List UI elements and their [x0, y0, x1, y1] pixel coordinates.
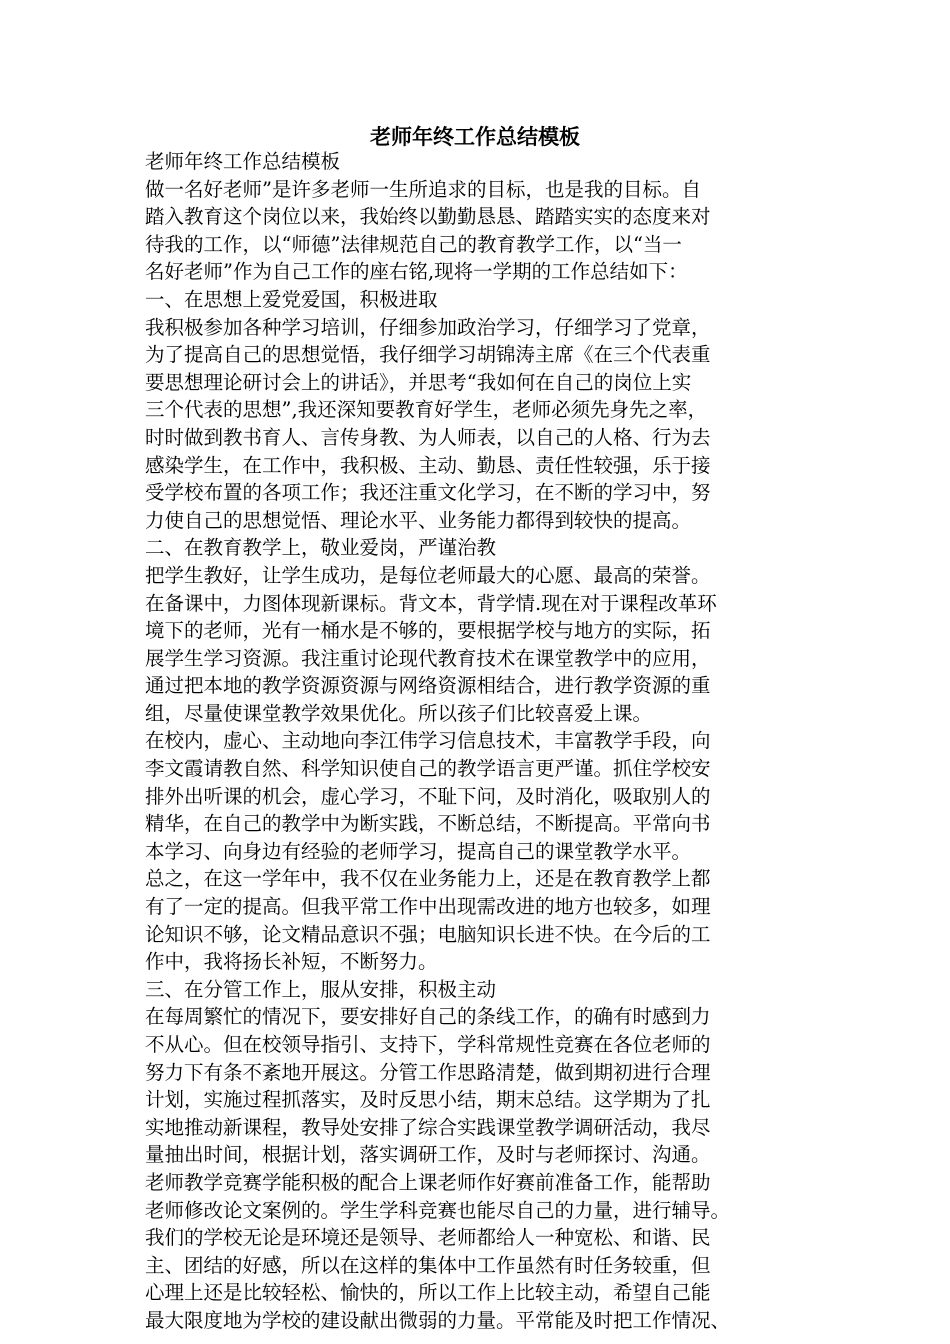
body-line: 感染学生，在工作中，我积极、主动、勤恳、责任性较强，乐于接 [145, 453, 711, 477]
body-line: 计划，实施过程抓落实，及时反思小结，期末总结。这学期为了扎 [145, 1088, 711, 1112]
body-line: 我们的学校无论是环境还是领导、老师都给人一种宽松、和谐、民 [145, 1226, 711, 1250]
body-line: 我积极参加各种学习培训，仔细参加政治学习，仔细学习了党章， [145, 315, 711, 339]
document-title: 老师年终工作总结模板 [370, 124, 580, 149]
body-line: 主、团结的好感，所以在这样的集体中工作虽然有时任务较重，但 [145, 1253, 711, 1277]
body-line: 展学生学习资源。我注重讨论现代教育技术在课堂教学中的应用， [145, 646, 711, 670]
body-line: 在备课中，力图体现新课标。背文本，背学情.现在对于课程改革环 [145, 591, 717, 615]
body-line: 要思想理论研讨会上的讲话》，并思考“我如何在自己的岗位上实 [145, 370, 692, 394]
body-line: 老师教学竞赛学能积极的配合上课老师作好赛前准备工作，能帮助 [145, 1170, 711, 1194]
document-body [145, 148, 817, 1335]
body-line: 在校内，虚心、主动地向李江伟学习信息技术，丰富教学手段，向 [145, 729, 711, 753]
body-line: 李文霞请教自然、科学知识使自己的教学语言更严谨。抓住学校安 [145, 757, 711, 781]
body-line: 为了提高自己的思想觉悟，我仔细学习胡锦涛主席《在三个代表重 [145, 343, 711, 367]
body-line: 精华，在自己的教学中为断实践，不断总结，不断提高。平常向书 [145, 812, 711, 836]
body-line: 心理上还是比较轻松、愉快的，所以工作上比较主动，希望自己能 [145, 1281, 711, 1305]
body-line: 时时做到教书育人、言传身教、为人师表，以自己的人格、行为去 [145, 425, 711, 449]
body-line: 作中，我将扬长补短，不断努力。 [145, 950, 438, 974]
body-line: 最大限度地为学校的建设献出微弱的力量。平常能及时把工作情况、 [145, 1308, 731, 1332]
body-line: 有了一定的提高。但我平常工作中出现需改进的地方也较多，如理 [145, 895, 711, 919]
body-line: 努力下有条不紊地开展这。分管工作思路清楚，做到期初进行合理 [145, 1060, 711, 1084]
body-line: 受学校布置的各项工作；我还注重文化学习，在不断的学习中，努 [145, 481, 711, 505]
body-line: 老师修改论文案例的。学生学科竞赛也能尽自己的力量，进行辅导。 [145, 1198, 731, 1222]
body-line: 一、在思想上爱党爱国，积极进取 [145, 287, 438, 311]
body-line: 老师年终工作总结模板 [145, 150, 341, 173]
body-line: 排外出听课的机会，虚心学习，不耻下问，及时消化，吸取别人的 [145, 784, 711, 808]
body-line: 境下的老师，光有一桶水是不够的，要根据学校与地方的实际，拓 [145, 619, 711, 643]
body-line: 三个代表的思想”,我还深知要教育好学生，老师必须先身先之率， [145, 398, 708, 422]
body-line: 力使自己的思想觉悟、理论水平、业务能力都得到较快的提高。 [145, 508, 692, 532]
body-line: 三、在分管工作上，服从安排，积极主动 [145, 977, 497, 1001]
body-line: 论知识不够，论文精品意识不强；电脑知识长进不快。在今后的工 [145, 922, 711, 946]
body-line: 把学生教好，让学生成功，是每位老师最大的心愿、最高的荣誉。 [145, 563, 711, 587]
body-line: 本学习、向身边有经验的老师学习，提高自己的课堂教学水平。 [145, 839, 692, 863]
body-line: 通过把本地的教学资源资源与网络资源相结合，进行教学资源的重 [145, 674, 711, 698]
body-line: 做一名好老师”是许多老师一生所追求的目标，也是我的目标。自 [145, 177, 701, 201]
body-line: 名好老师”作为自己工作的座右铭,现将一学期的工作总结如下： [145, 260, 688, 284]
body-line: 在每周繁忙的情况下，要安排好自己的条线工作，的确有时感到力 [145, 1005, 711, 1029]
body-line: 二、在教育教学上，敬业爱岗，严谨治教 [145, 536, 497, 560]
body-line: 组，尽量使课堂教学效果优化。所以孩子们比较喜爱上课。 [145, 701, 653, 725]
body-line: 量抽出时间，根据计划，落实调研工作，及时与老师探讨、沟通。 [145, 1143, 711, 1167]
body-line: 不从心。但在校领导指引、支持下，学科常规性竞赛在各位老师的 [145, 1033, 711, 1056]
body-line: 总之，在这一学年中，我不仅在业务能力上，还是在教育教学上都 [145, 867, 711, 891]
body-line: 实地推动新课程，教导处安排了综合实践课堂教学调研活动，我尽 [145, 1115, 711, 1139]
body-line: 待我的工作，以“师德”法律规范自己的教育教学工作，以“当一 [145, 232, 682, 256]
body-line: 踏入教育这个岗位以来，我始终以勤勤恳恳、踏踏实实的态度来对 [145, 205, 711, 229]
